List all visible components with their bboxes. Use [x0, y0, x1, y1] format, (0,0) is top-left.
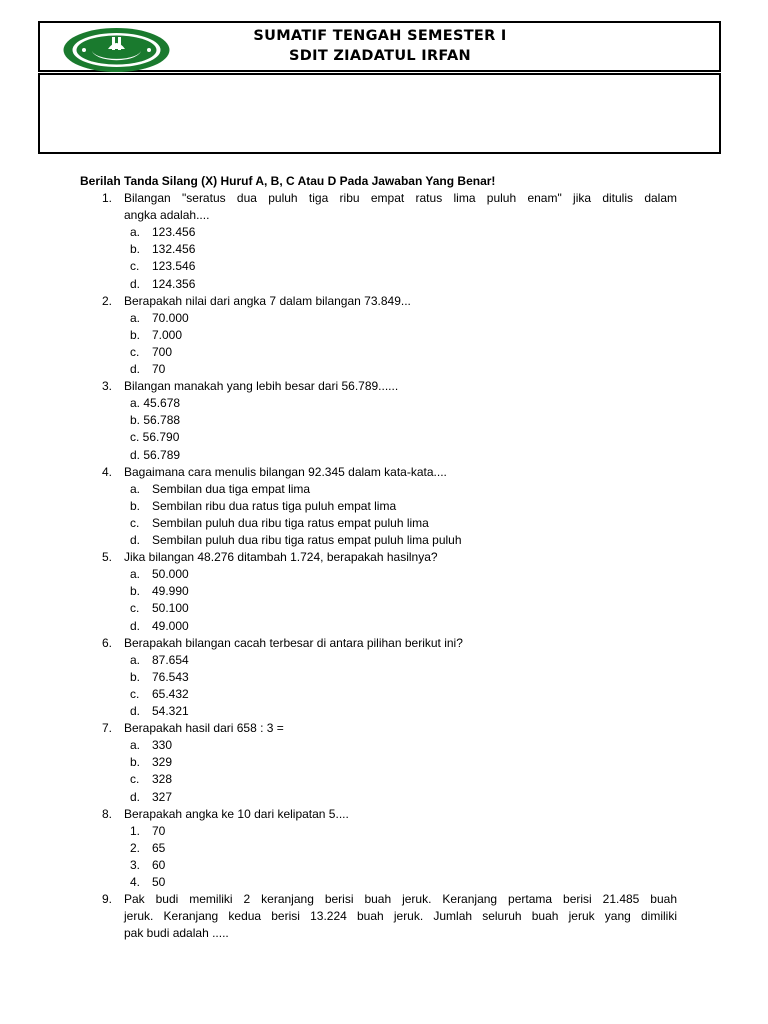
option-label: d. [130, 533, 141, 547]
question-text: Pak budi memiliki 2 keranjang berisi buah jeruk. Keranjang pertama berisi 21.485 buah [124, 892, 677, 907]
question-number: 6. [102, 635, 113, 650]
option-label: 2. [130, 840, 141, 855]
option-text: Sembilan puluh dua ribu tiga ratus empat puluh lima [152, 515, 429, 530]
option-label: c. [130, 515, 140, 530]
option-label: 1. [130, 823, 141, 838]
option-label: 3. [130, 857, 141, 872]
question-number: 3. [102, 379, 113, 394]
option-label: a. [130, 225, 141, 240]
option-label: b. [130, 242, 141, 257]
option-label: a. [130, 652, 141, 667]
option-text: 330 [152, 738, 173, 753]
option-text: 54.321 [152, 704, 189, 718]
question-text: Berapakah nilai dari angka 7 dalam bilangan 73.849... [124, 293, 411, 308]
option-label: c. [130, 686, 140, 701]
question-text: Berapakah bilangan cacah terbesar di antara pilihan berikut ini? [124, 635, 463, 650]
option-text: 49.000 [152, 618, 189, 633]
option-text: 76.543 [152, 669, 189, 684]
identity-box [38, 73, 721, 154]
option-text: 50.100 [152, 601, 189, 616]
question-text: Berapakah angka ke 10 dari kelipatan 5.... [124, 806, 349, 821]
question-text: angka adalah.... [124, 208, 210, 223]
option-text: 49.990 [152, 584, 189, 599]
question-number: 9. [102, 892, 113, 907]
option-label: d. [130, 362, 141, 376]
option-text: 70 [152, 823, 166, 838]
instruction: Berilah Tanda Silang (X) Huruf A, B, C Atau D Pada Jawaban Yang Benar! [80, 174, 496, 188]
question-text: jeruk. Keranjang kedua berisi 13.224 buah jeruk. Jumlah seluruh buah jeruk yang dimiliki [124, 909, 677, 924]
option-text: 65 [152, 840, 166, 855]
option-label: 4. [130, 875, 141, 889]
question-number: 4. [102, 464, 113, 479]
option-label: b. [130, 498, 141, 513]
option-label: b. [130, 755, 141, 770]
question-text: pak budi adalah ..... [124, 926, 229, 941]
option-label: b. [130, 584, 141, 599]
question-number: 2. [102, 293, 113, 308]
option-text: 65.432 [152, 686, 189, 701]
option-text: 123.456 [152, 225, 196, 240]
option-label: d. [130, 789, 141, 804]
option-text: Sembilan dua tiga empat lima [152, 481, 311, 496]
option-text: 50.000 [152, 567, 189, 582]
option-text: 328 [152, 772, 173, 787]
option-text: 50 [152, 875, 166, 889]
option-text: 700 [152, 344, 173, 359]
option-text: d. 56.789 [130, 447, 181, 462]
option-label: a. [130, 567, 141, 582]
option-text: 329 [152, 755, 173, 770]
option-label: a. [130, 738, 141, 753]
option-text: 124.356 [152, 276, 196, 291]
option-text: c. 56.790 [130, 430, 180, 445]
page-title: SUMATIF TENGAH SEMESTER I [253, 28, 507, 44]
option-label: c. [130, 601, 140, 616]
option-label: b. [130, 669, 141, 684]
option-text: Sembilan ribu dua ratus tiga puluh empat lima [152, 498, 397, 513]
school-emblem-icon [62, 27, 171, 73]
option-text: 87.654 [152, 652, 189, 667]
question-text: Jika bilangan 48.276 ditambah 1.724, berapakah hasilnya? [124, 550, 438, 565]
question-number: 5. [102, 550, 113, 565]
question-text: Bilangan manakah yang lebih besar dari 56.789...... [124, 379, 399, 394]
option-label: d. [130, 704, 141, 718]
school-name: SDIT ZIADATUL IRFAN [289, 48, 471, 64]
option-label: a. [130, 481, 141, 496]
option-label: c. [130, 772, 140, 787]
question-number: 7. [102, 721, 113, 736]
option-text: 132.456 [152, 242, 196, 257]
option-label: a. [130, 310, 141, 325]
question-number: 1. [102, 191, 113, 205]
question-number: 8. [102, 806, 113, 821]
option-text: a. 45.678 [130, 396, 181, 411]
option-label: d. [130, 276, 141, 291]
question-text: Berapakah hasil dari 658 : 3 = [124, 721, 284, 736]
option-text: Sembilan puluh dua ribu tiga ratus empat puluh lima puluh [152, 533, 462, 547]
question-text: Bilangan "seratus dua puluh tiga ribu empat ratus lima puluh enam" jika ditulis dalam [124, 191, 677, 205]
option-text: 70 [152, 362, 166, 376]
option-label: c. [130, 259, 140, 274]
option-text: b. 56.788 [130, 413, 181, 428]
option-text: 60 [152, 857, 166, 872]
option-text: 70.000 [152, 310, 189, 325]
option-label: c. [130, 344, 140, 359]
option-text: 7.000 [152, 327, 183, 342]
option-text: 123.546 [152, 259, 196, 274]
option-text: 327 [152, 789, 173, 804]
option-label: b. [130, 327, 141, 342]
question-text: Bagaimana cara menulis bilangan 92.345 dalam kata-kata.... [124, 464, 447, 479]
option-label: d. [130, 618, 141, 633]
